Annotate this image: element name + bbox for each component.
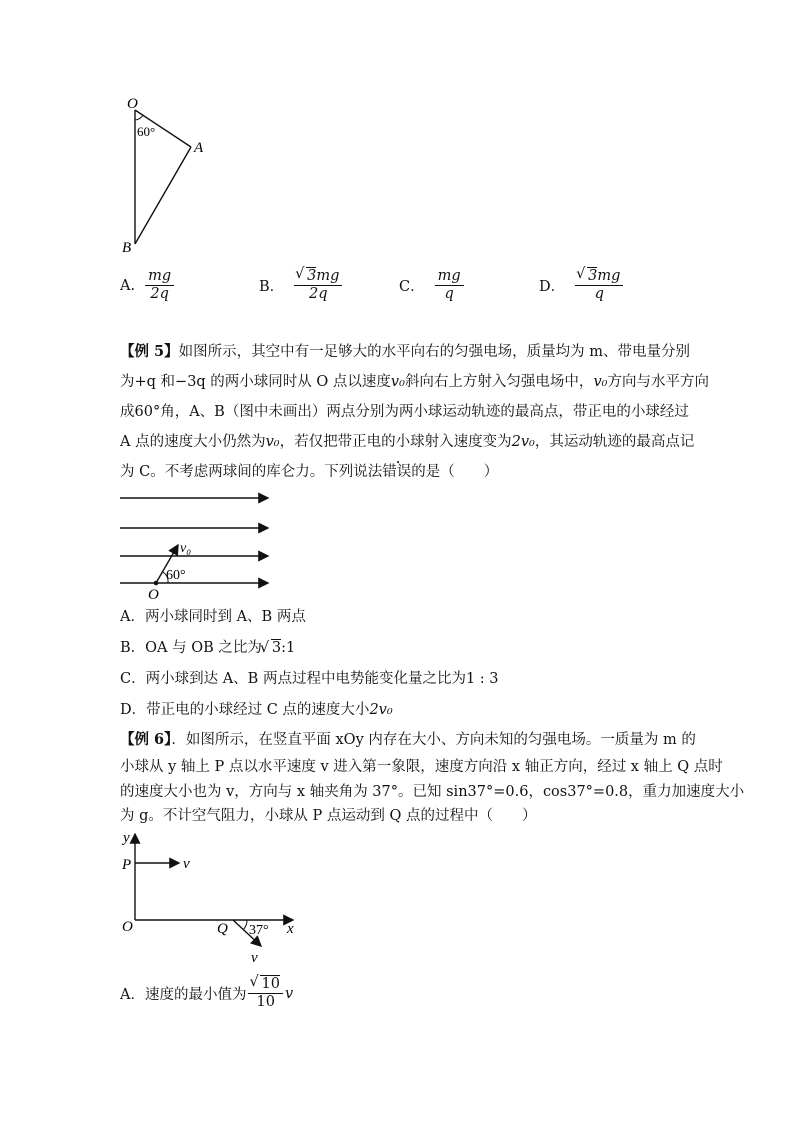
ex5-line1: 【例 5】如图所示，其空中有一足够大的水平向右的匀强电场，质量均为 m、带电量分别: [120, 343, 690, 360]
fig3-v-bottom: v: [251, 950, 258, 966]
xoy-figure: [115, 826, 315, 971]
ex5-line5: 为 C。不考虑两球间的库仑力。下列说法错误的是（ ）: [120, 464, 499, 480]
fig3-angle: 37°: [249, 923, 269, 938]
ex5-line4: A 点的速度大小仍然为v₀，若仅把带正电的小球射入速度变为2v₀，其运动轨迹的最高点记: [120, 434, 695, 450]
fig3-O: O: [122, 919, 133, 935]
ex5-option-d[interactable]: D．带正电的小球经过 C 点的速度大小2v₀: [120, 702, 393, 718]
label-O: O: [127, 96, 138, 112]
label-B: B: [122, 240, 132, 256]
ex5-option-b[interactable]: B．OA 与 OB 之比为√ 3:1: [120, 638, 295, 658]
fig3-x: x: [287, 921, 294, 937]
ex5-option-a[interactable]: A．两小球同时到 A、B 两点: [120, 609, 306, 625]
ex6-option-a[interactable]: A．速度的最小值为 √ $\frac{10}{10}$ v: [120, 976, 293, 1011]
triangle-figure: [115, 92, 215, 257]
q4-option-a[interactable]: A. $\frac{mg}{2q}$: [120, 268, 176, 303]
ex5-option-c[interactable]: C．两小球到达 A、B 两点过程中电势能变化量之比为1 : 3: [120, 671, 499, 687]
electric-field-figure: [118, 490, 278, 602]
ex6-line4: 为 g。不计空气阻力，小球从 P 点运动到 Q 点的过程中（ ）: [120, 808, 537, 824]
ex6-line1: 【例 6】．如图所示，在竖直平面 xOy 内存在大小、方向未知的匀强电场。一质量为 m 的: [120, 731, 696, 748]
fig2-v0: v₀: [180, 541, 192, 556]
fig2-angle: 60°: [166, 568, 186, 583]
fig3-y: y: [123, 830, 130, 846]
ex5-line2: 为+q 和−3q 的两小球同时从 O 点以速度v₀斜向右上方射入匀强电场中，v₀方向与水平方向: [120, 374, 709, 390]
ex6-line2: 小球从 y 轴上 P 点以水平速度 v 进入第一象限，速度方向沿 x 轴正方向，经过 x 轴上 Q 点时: [120, 759, 723, 775]
fig3-Q: Q: [217, 921, 228, 937]
label-A: A: [194, 140, 204, 156]
q4-option-b[interactable]: B． √ $\frac{3mg}{2q}$: [259, 268, 344, 303]
fig2-O: O: [148, 587, 159, 602]
q4-option-d[interactable]: D． √ $\frac{3mg}{q}$: [539, 268, 625, 303]
angle-60: 60°: [137, 124, 156, 139]
fig3-v-top: v: [183, 856, 190, 872]
fig3-P: P: [122, 857, 132, 873]
ex6-line3: 的速度大小也为 v，方向与 x 轴夹角为 37°。已知 sin37°=0.6，cos37°=0.8，重力加速度大小: [120, 784, 745, 800]
ex5-line3: 成60°角，A、B（图中未画出）两点分别为两小球运动轨迹的最高点，带正电的小球经过: [120, 404, 689, 420]
q4-option-c[interactable]: C． $\frac{mg}{q}$: [399, 268, 466, 303]
